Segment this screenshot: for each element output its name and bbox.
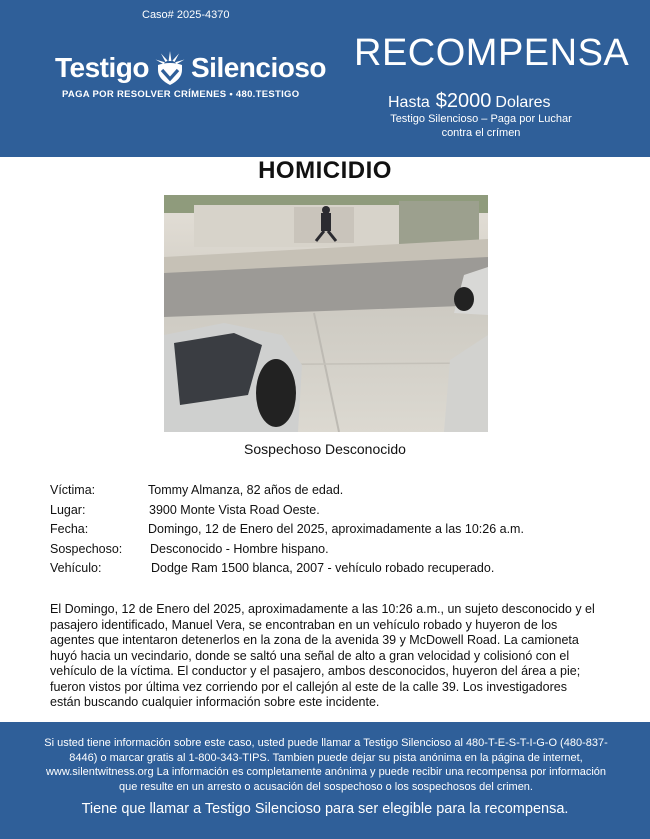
detail-value: Tommy Almanza, 82 años de edad. xyxy=(148,483,344,497)
reward-prefix: Hasta xyxy=(388,94,430,111)
logo-text-right: Silencioso xyxy=(190,52,327,83)
crime-title: HOMICIDIO xyxy=(258,157,392,184)
reward-amount-line xyxy=(388,90,551,113)
photo-caption: Sospechoso Desconocido xyxy=(244,441,406,457)
detail-label: Lugar: xyxy=(50,502,86,517)
tagline: PAGA POR RESOLVER CRÍMENES • 480.TESTIGO xyxy=(62,89,300,100)
shield-rays-icon xyxy=(153,50,187,86)
reward-title: RECOMPENSA xyxy=(354,32,630,74)
case-number: Caso# 2025-4370 xyxy=(142,9,230,21)
surveillance-image xyxy=(164,195,488,432)
reward-suffix: Dolares xyxy=(495,94,551,111)
detail-label: Víctima: xyxy=(50,483,96,497)
detail-label: Sospechoso: xyxy=(50,541,123,556)
detail-label: Fecha: xyxy=(50,522,89,536)
call-to-action: Tiene que llamar a Testigo Silencioso para ser elegible para la recompensa. xyxy=(81,801,569,817)
header-banner xyxy=(0,0,650,157)
detail-value: Dodge Ram 1500 blanca, 2007 - vehículo robado recuperado. xyxy=(151,561,495,575)
detail-value: Domingo, 12 de Enero del 2025, aproximadamente a las 10:26 a.m. xyxy=(148,522,524,536)
detail-label: Vehículo: xyxy=(50,561,102,575)
reward-subtitle: Testigo Silencioso – Paga por Luchar contra el crímen xyxy=(390,113,572,139)
detail-value: 3900 Monte Vista Road Oeste. xyxy=(149,502,320,517)
contact-info: Si usted tiene información sobre este caso, usted puede llamar a Testigo Silencioso al 480-T-E-S-T-I-G-O (480-837-8446) o marcar gratis al 1-800-343-TIPS. Tambien puede dejar su pista anónima en la página de internet, www.silentwitness.org La información es completamente anónima y puede recibir una recompensa por información que resulte en un arresto o acusación del sospechoso o los sospechosos del crimen. xyxy=(44,737,608,793)
silent-witness-logo xyxy=(55,50,326,86)
suspect-photo xyxy=(164,195,488,432)
detail-value: Desconocido - Hombre hispano. xyxy=(150,541,329,556)
reward-amount: $2000 xyxy=(435,90,492,112)
case-narrative: El Domingo, 12 de Enero del 2025, aproximadamente a las 10:26 a.m., un sujeto desconocido y el pasajero identificado, Manuel Vera, se encontraban en un vehículo robado y huyeron de los agentes que intentaron detenerlos en la zona de la avenida 39 y McDowell Road. La camioneta huyó hacia un vecindario, donde se saltó una señal de alto a gran velocidad y colisionó con el vehículo de la víctima. El conductor y el pasajero, ambos desconocidos, huyeron del área a pie; fueron vistos por última vez corriendo por el callejón al este de la calle 39. Los investigadores están buscando cualquier información sobre este incidente. xyxy=(50,602,595,709)
footer-banner xyxy=(0,722,650,839)
logo-text-left: Testigo xyxy=(55,52,149,83)
